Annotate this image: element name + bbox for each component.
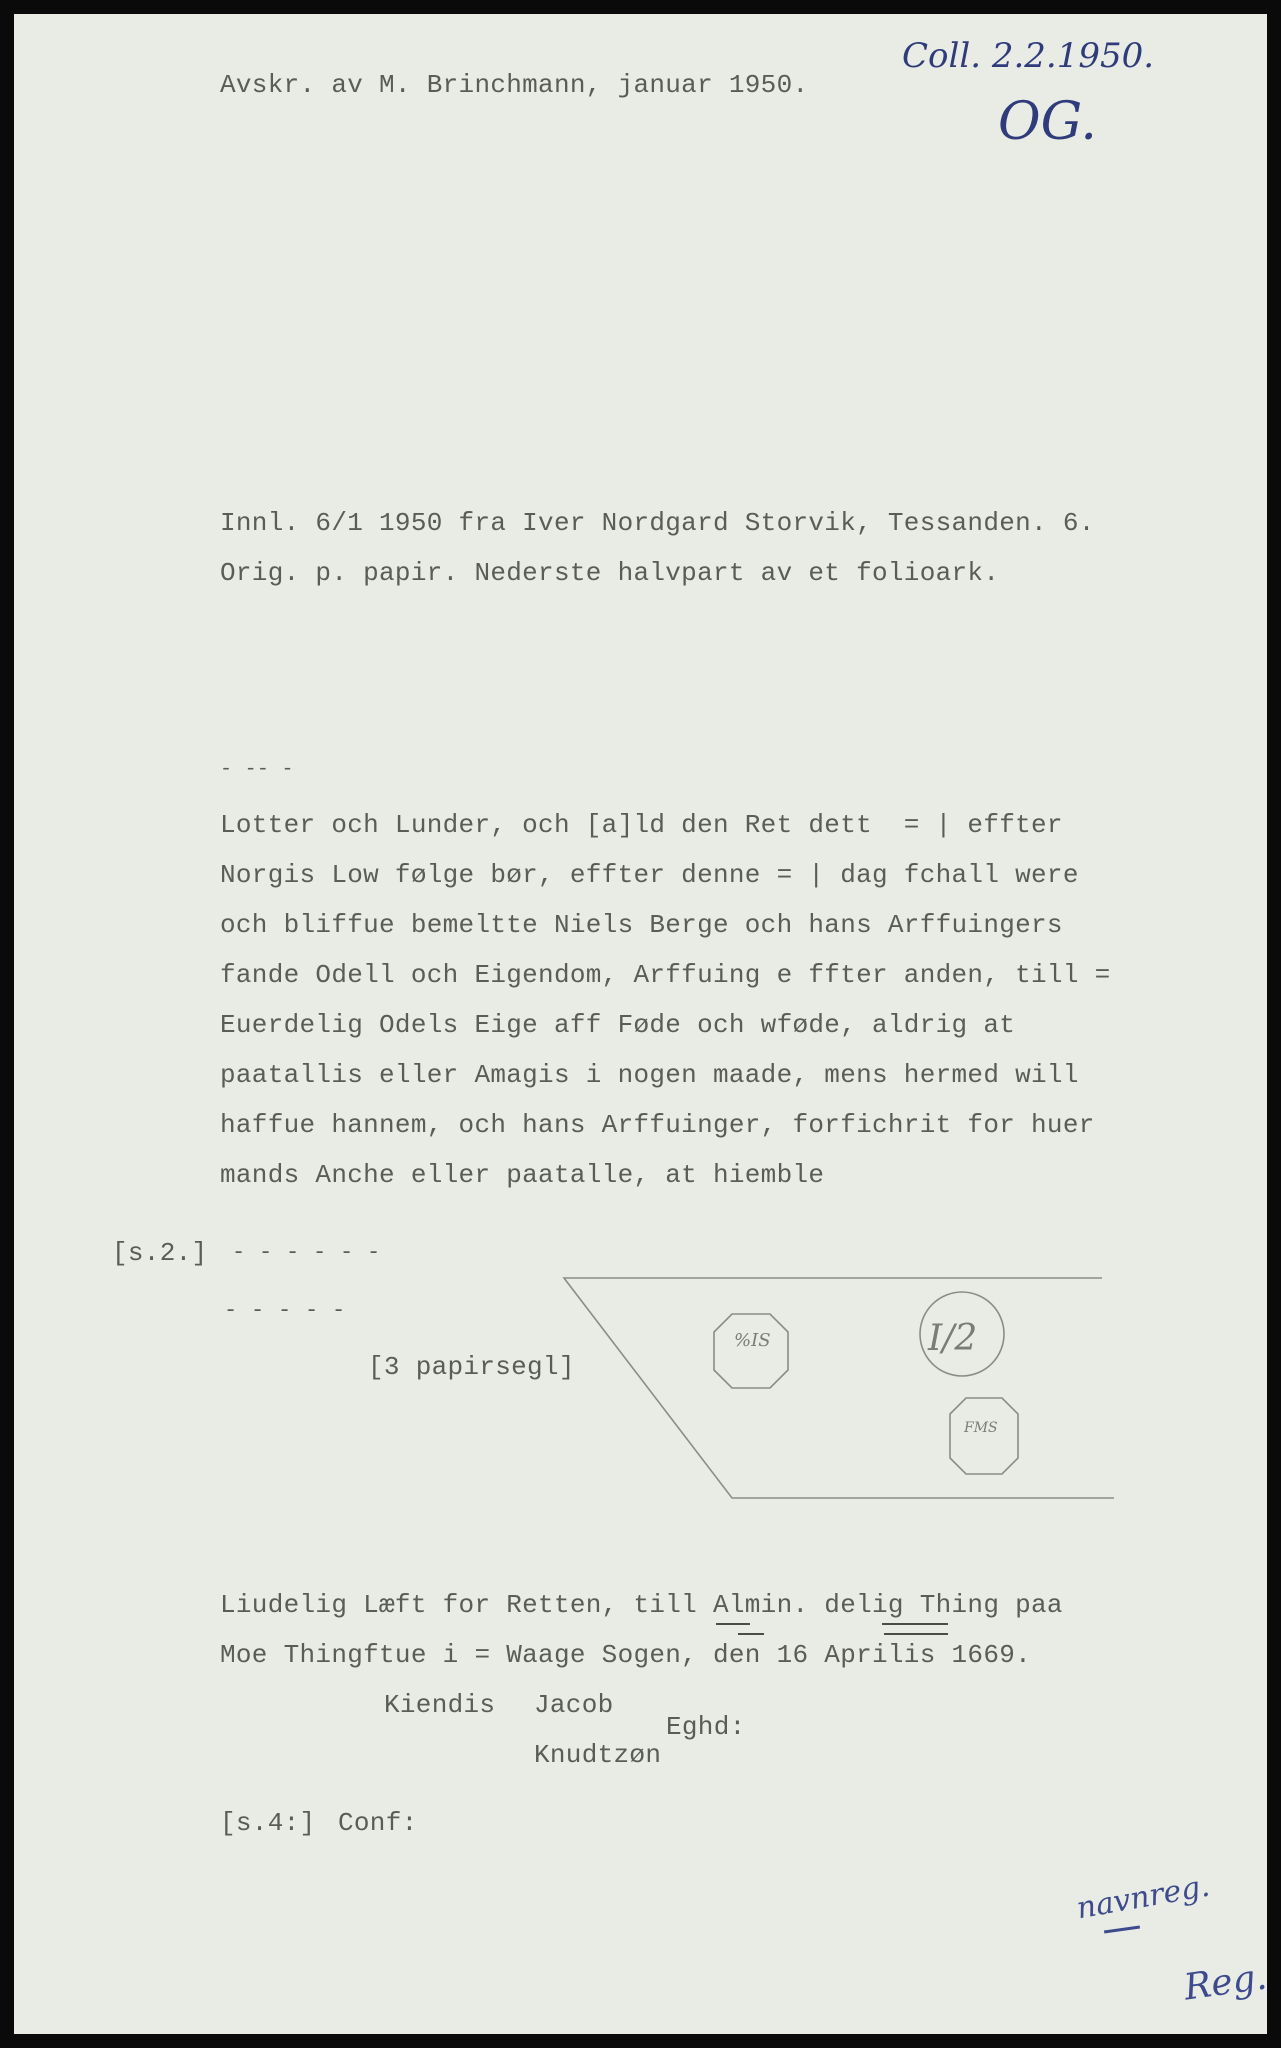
body-line: och bliffue bemeltte Niels Berge och hans Arffuingers: [220, 910, 1063, 940]
signature-last-name: Knudtzøn: [534, 1740, 662, 1770]
margin-note-reg: Reg.: [1181, 1956, 1270, 2009]
transcriber-line: Avskr. av M. Brinchmann, januar 1950.: [220, 70, 809, 100]
margin-note-register: navnreg.: [1073, 1868, 1213, 1927]
body-line: Euerdelig Odels Eige aff Føde och wføde, aldrig at: [220, 1010, 1016, 1040]
seal-note: [3 papirsegl]: [368, 1352, 575, 1382]
seal-label-3: FMS: [964, 1420, 998, 1436]
closing-line-1: Liudelig Læft for Retten, till Almin. delig Thing paa: [220, 1590, 1063, 1620]
body-line: fande Odell och Eigendom, Arffuing e ffter anden, till =: [220, 960, 1111, 990]
document-page: [14, 14, 1270, 2034]
annotation-date: Coll. 2.2.1950.: [902, 36, 1155, 76]
gap-marker: - -- -: [220, 758, 294, 781]
body-line: haffue hannem, och hans Arffuinger, forfichrit for huer: [220, 1110, 1095, 1140]
page-marker-s4: [s.4:]: [220, 1808, 316, 1838]
annotation-initials: OG.: [998, 92, 1097, 152]
seal-label-2: I/2: [928, 1318, 978, 1359]
underline-marks: [14, 14, 1267, 2034]
dash-row-2: - - - - -: [224, 1298, 346, 1323]
closing-line-2: Moe Thingftue i = Waage Sogen, den 16 Aprilis 1669.: [220, 1640, 1032, 1670]
body-line: Norgis Low følge bør, effter denne = | dag fchall were: [220, 860, 1079, 890]
signature-first-name: Jacob: [534, 1690, 614, 1720]
body-line: mands Anche eller paatalle, at hiemble: [220, 1160, 825, 1190]
page-marker-s2: [s.2.]: [112, 1238, 208, 1268]
body-line: paatallis eller Amagis i nogen maade, mens hermed will: [220, 1060, 1079, 1090]
signature-eghd: Eghd:: [666, 1712, 746, 1742]
source-line-2: Orig. p. papir. Nederste halvpart av et folioark.: [220, 558, 1000, 588]
body-line: Lotter och Lunder, och [a]ld den Ret dett = | effter: [220, 810, 1063, 840]
conf-label: Conf:: [338, 1808, 418, 1838]
dash-row: - - - - - -: [232, 1240, 381, 1265]
signature-kiendis: Kiendis: [384, 1690, 496, 1720]
seal-label-1: %IS: [734, 1330, 771, 1351]
source-line-1: Innl. 6/1 1950 fra Iver Nordgard Storvik, Tessanden. 6.: [220, 508, 1095, 538]
